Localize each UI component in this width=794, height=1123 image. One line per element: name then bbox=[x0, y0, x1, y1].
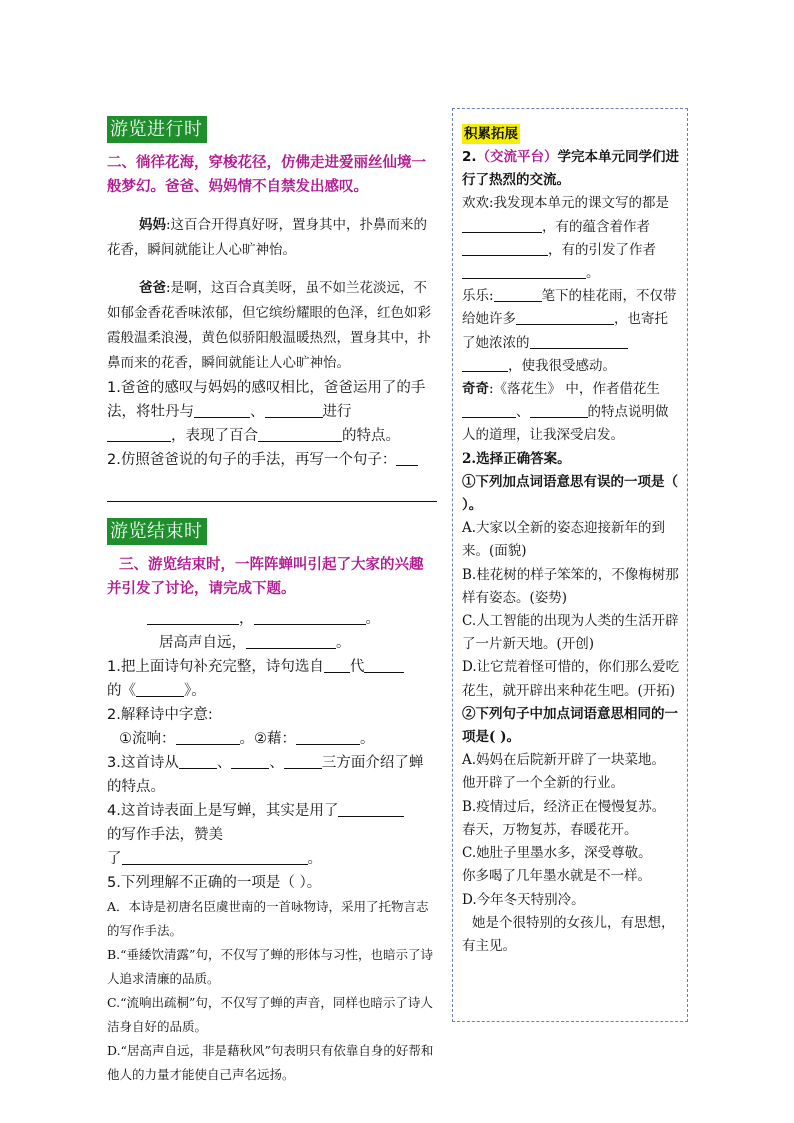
section3-q5: 5.下列理解不正确的一项是（ ）。 bbox=[107, 875, 322, 891]
choice1-option-d[interactable]: D.让它荒着怪可惜的，你们那么爱吃花生，就开辟出来种花生吧。(开拓) bbox=[462, 659, 680, 699]
section2-q1 bbox=[107, 376, 437, 448]
section3-q3 bbox=[107, 751, 437, 799]
mom-text: :这百合开得真好呀，置身其中，扑鼻而来的花香，瞬间就能让人心旷神怡。 bbox=[107, 216, 428, 258]
s2q1-text-b: 进行 bbox=[322, 404, 352, 420]
s3q1-text-b: 代 bbox=[349, 659, 365, 675]
qiqi-blank-1[interactable] bbox=[462, 402, 516, 418]
s3q1-blank-2[interactable] bbox=[364, 657, 404, 673]
poem-line-2 bbox=[107, 631, 437, 655]
huan-blank-2[interactable] bbox=[462, 240, 548, 256]
dad-paragraph bbox=[107, 276, 437, 376]
s3q4-text-c: 了 bbox=[107, 851, 122, 867]
lele-text-d: ，使我很受感动。 bbox=[508, 357, 616, 374]
s2q1-text-d: 的特点。 bbox=[342, 428, 400, 444]
exchange-platform-label: （交流平台） bbox=[476, 149, 558, 165]
s3q2-a-text: ①流响： bbox=[119, 731, 176, 747]
section2-q2 bbox=[107, 448, 437, 472]
s2q2-answer-line[interactable] bbox=[107, 500, 437, 502]
s3q1-blank-3[interactable] bbox=[136, 681, 184, 697]
qiqi-statement bbox=[462, 378, 681, 448]
poem-blank-3[interactable] bbox=[246, 633, 336, 649]
s2q2-text: 2.仿照爸爸说的句子的手法，再写一个句子： bbox=[107, 452, 397, 468]
mom-paragraph bbox=[107, 213, 437, 263]
section-tag-end: 游览结束时 bbox=[107, 518, 207, 545]
q5-option-a[interactable]: A．本诗是初唐名臣虞世南的一首咏物诗，采用了托物言志的写作手法。 bbox=[107, 899, 429, 938]
qiqi-blank-2[interactable] bbox=[530, 402, 588, 418]
poem-blank-1[interactable] bbox=[147, 609, 239, 625]
lele-blank-2[interactable] bbox=[516, 309, 614, 325]
choice2-option-c-line1[interactable]: C.她肚子里墨水多，深受尊敬。 bbox=[462, 845, 652, 862]
choice2-option-d-line1[interactable]: D.今年冬天特别冷。 bbox=[462, 891, 585, 908]
huan-text-d: 。 bbox=[586, 265, 600, 282]
poem-line2-text: 居高声自远， bbox=[159, 635, 246, 651]
section3-q1 bbox=[107, 655, 437, 703]
s3q2-blank-b[interactable] bbox=[296, 729, 360, 745]
exchange-num: 2. bbox=[462, 149, 477, 165]
poem-comma: ， bbox=[239, 611, 254, 627]
qiqi-name: 奇奇 bbox=[462, 381, 489, 398]
choice2-option-a-line2: 他开辟了一个全新的行业。 bbox=[462, 775, 624, 792]
s3q1-text-a: 1.把上面诗句补充完整，诗句选自 bbox=[107, 659, 324, 675]
s2q2-blank-inline[interactable] bbox=[396, 450, 418, 466]
s2q1-sep: 、 bbox=[250, 404, 265, 420]
huan-blank-3[interactable] bbox=[462, 263, 586, 279]
right-column-extension-box bbox=[452, 108, 688, 1022]
s3q3-blank-3[interactable] bbox=[284, 753, 322, 769]
poem-blank-2[interactable] bbox=[254, 609, 366, 625]
qiqi-text-b: 的特点说明做人的道理，让我深受启发。 bbox=[462, 404, 669, 444]
s3q3-blank-2[interactable] bbox=[231, 753, 269, 769]
section3-q2: 2.解释诗中字意: bbox=[107, 707, 213, 723]
s2q1-text-a: 1.爸爸的感叹与妈妈的感叹相比，爸爸运用了的手法，将牡丹与 bbox=[107, 380, 426, 420]
section3-title: 三、游览结束时，一阵阵蝉叫引起了大家的兴趣并引发了讨论，请完成下题。 bbox=[107, 557, 424, 597]
huan-text-b: ，有的蕴含着作者 bbox=[542, 218, 650, 235]
choice2-option-d-line2: 她是个很特别的女孩儿，有思想，有主见。 bbox=[462, 914, 675, 954]
dad-name: 爸爸 bbox=[139, 280, 166, 296]
lele-blank-4[interactable] bbox=[462, 356, 508, 372]
s3q1-blank-1[interactable] bbox=[324, 657, 350, 673]
choice2-option-a-line1[interactable]: A.妈妈在后院新开辟了一块菜地。 bbox=[462, 752, 666, 769]
s2q1-blank-4[interactable] bbox=[258, 426, 342, 442]
s3q3-text-b: 三方面介绍了蝉的特点。 bbox=[107, 755, 424, 795]
s3q4-blank-2[interactable] bbox=[122, 849, 308, 865]
choose-answer-title: 2.选择正确答案。 bbox=[462, 450, 571, 467]
s3q2-blank-a[interactable] bbox=[176, 729, 240, 745]
choice1-option-a[interactable]: A.大家以全新的姿态迎接新年的到来。(面貌) bbox=[462, 520, 666, 560]
poem-period: 。 bbox=[365, 611, 380, 627]
huanhuan-statement bbox=[462, 192, 681, 285]
exchange-question-title bbox=[462, 146, 681, 192]
qiqi-text-a: :《落花生》 中，作者借花生 bbox=[489, 381, 660, 398]
s3q4-text-d: 。 bbox=[307, 851, 322, 867]
choice2-title: ②下列句子中加点词语意思相同的一项是( )。 bbox=[462, 705, 678, 746]
s3q3-sep-2: 、 bbox=[269, 755, 284, 771]
s3q2-c-text: 。 bbox=[360, 731, 375, 747]
choice1-option-c[interactable]: C.人工智能的出现为人类的生活开辟了一片新天地。(开创) bbox=[462, 613, 679, 653]
choice1-option-b[interactable]: B.桂花树的样子笨笨的，不像梅树那样有姿态。(姿势) bbox=[462, 566, 679, 606]
lele-statement bbox=[462, 285, 681, 378]
section3-q2-items bbox=[107, 727, 437, 751]
s3q4-text-a: 4.这首诗表面上是写蝉，其实是用了 bbox=[107, 803, 339, 819]
choice2-option-b-line1[interactable]: B.疫情过后，经济正在慢慢复苏。 bbox=[462, 798, 666, 815]
q5-option-c[interactable]: C.“流响出疏桐”句，不仅写了蝉的声音，同样也暗示了诗人洁身自好的品质。 bbox=[107, 995, 433, 1034]
s2q1-blank-3[interactable] bbox=[107, 426, 171, 442]
lele-text-b: 笔下的桂花雨，不仅带给她许多 bbox=[462, 288, 677, 328]
poem-line-1 bbox=[107, 607, 437, 631]
section-tag-touring: 游览进行时 bbox=[107, 116, 207, 143]
q5-option-d[interactable]: D.“居高声自远，非是藉秋风”句表明只有依靠自身的好帮和他人的力量才能使自己声名远扬。 bbox=[107, 1043, 434, 1082]
s3q1-text-c: 的《 bbox=[107, 683, 136, 699]
s2q1-text-c: ，表现了百合 bbox=[171, 428, 258, 444]
section3-q4 bbox=[107, 799, 437, 871]
s3q4-text-b: 的写作手法，赞美 bbox=[107, 827, 223, 843]
lele-text-c: ，也寄托了她浓浓的 bbox=[462, 311, 668, 351]
huan-blank-1[interactable] bbox=[462, 217, 542, 233]
choice2-option-b-line2: 春天，万物复苏，春暖花开。 bbox=[462, 821, 638, 838]
qiqi-sep: 、 bbox=[516, 404, 530, 421]
q5-option-b[interactable]: B.“垂緌饮清露”句，不仅写了蝉的形体与习性，也暗示了诗人追求清廉的品质。 bbox=[107, 947, 433, 986]
s3q1-text-d: 》。 bbox=[184, 683, 206, 699]
mom-name: 妈妈 bbox=[139, 216, 166, 233]
accumulate-extend-tag: 积累拓展 bbox=[464, 126, 518, 142]
s3q3-sep-1: 、 bbox=[216, 755, 232, 771]
s2q1-blank-2[interactable] bbox=[265, 402, 323, 418]
huan-text-a: 欢欢:我发现本单元的课文写的都是 bbox=[462, 195, 670, 212]
lele-blank-3[interactable] bbox=[530, 333, 628, 349]
dad-text: :是啊，这百合真美呀，虽不如兰花淡远，不如郁金香花香味浓郁，但它缤纷耀眼的色泽，红色如彩霞般温柔浪漫，黄色似骄阳般温暖热烈，置身其中，扑鼻而来的花香，瞬间就能让人心旷神怡。 bbox=[107, 280, 431, 371]
poem-period-2: 。 bbox=[336, 635, 351, 651]
exchange-intro: 学完本单元同学们进行了热烈的交流。 bbox=[462, 149, 680, 189]
huan-text-c: ，有的引发了作者 bbox=[548, 241, 656, 258]
lele-blank-1[interactable] bbox=[494, 286, 542, 302]
section2-title: 二、徜徉花海，穿梭花径，仿佛走进爱丽丝仙境一般梦幻。爸爸、妈妈情不自禁发出感叹。 bbox=[107, 155, 426, 195]
s2q1-blank-1[interactable] bbox=[194, 402, 250, 418]
s3q3-text-a: 3.这首诗从 bbox=[107, 755, 179, 771]
s3q3-blank-1[interactable] bbox=[179, 753, 217, 769]
choice1-title: ①下列加点词语意思有误的一项是（ ）。 bbox=[462, 473, 678, 514]
choice2-option-c-line2: 你多喝了几年墨水就是不一样。 bbox=[462, 868, 651, 885]
s3q4-blank-1[interactable] bbox=[338, 801, 404, 817]
s3q2-b-text: 。②藉： bbox=[239, 731, 296, 747]
lele-text-a: 乐乐: bbox=[462, 288, 494, 305]
left-column bbox=[107, 116, 437, 1082]
